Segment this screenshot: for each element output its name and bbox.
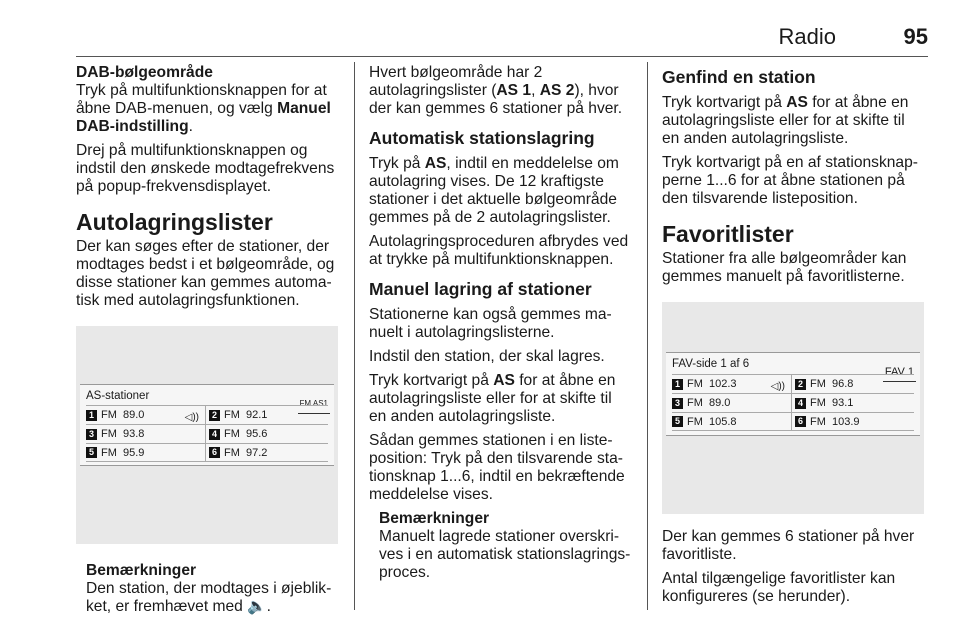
station-slot xyxy=(205,425,328,443)
paragraph: Tryk kortvarigt på en af stationsknapperne 1...6 for at åbne stationen på den tilsvarende listeposition. xyxy=(662,154,918,207)
frequency: 95.6 xyxy=(246,428,268,440)
slot-number: 5 xyxy=(672,416,683,427)
frequency: 102.3 xyxy=(709,378,737,390)
paragraph: Indstil den station, der skal lagres. xyxy=(369,348,605,365)
slot-number: 6 xyxy=(795,416,806,427)
text: Tryk på xyxy=(369,155,425,172)
slot-number: 4 xyxy=(209,429,220,440)
station-row xyxy=(86,405,328,424)
heading-recall: Genfind en station xyxy=(662,67,816,87)
band: FM xyxy=(810,415,826,428)
station-slot xyxy=(672,413,791,430)
as-stations-screen xyxy=(76,326,338,544)
fav-stations-screen xyxy=(662,302,924,514)
header-rule xyxy=(76,56,928,57)
paragraph: Sådan gemmes stationen i en listeposition: Tryk på den tilsvarende stationsknap 1...6, indtil en bekræftende meddelelse vises. xyxy=(369,432,625,503)
paragraph xyxy=(369,372,631,426)
slot-number: 2 xyxy=(795,379,806,390)
frequency: 93.1 xyxy=(832,397,854,409)
screen-tag: FAV 1 xyxy=(883,363,916,382)
band: FM xyxy=(224,446,240,459)
paragraph: Der kan gemmes 6 stationer på hver favoritliste. xyxy=(662,528,915,563)
as2-term: AS 2 xyxy=(539,82,575,99)
station-slot xyxy=(86,444,205,461)
band: FM xyxy=(810,378,826,390)
paragraph xyxy=(662,94,924,148)
section-title: Radio xyxy=(778,24,836,49)
frequency: 97.2 xyxy=(246,446,268,459)
screen-panel xyxy=(80,384,334,466)
note-text: Den station, der modtages i øjeblikket, er fremhævet med xyxy=(86,580,332,615)
paragraph: Stationer fra alle bølgeområder kan gemmes manuelt på favoritlisterne. xyxy=(662,250,907,285)
as1-term: AS 1 xyxy=(496,82,532,99)
paragraph: Antal tilgængelige favoritlister kan konfigureres (se herunder). xyxy=(662,570,896,605)
station-row xyxy=(672,412,914,431)
frequency: 92.1 xyxy=(246,409,268,421)
column-3 xyxy=(662,64,924,612)
speaker-icon: ◁)) xyxy=(184,412,199,423)
slot-number: 1 xyxy=(672,379,683,390)
station-slot xyxy=(86,406,205,424)
band: FM xyxy=(224,409,240,421)
text: for at åbne en autolagringsliste eller for at skifte til en anden autolagringsliste. xyxy=(369,372,616,425)
frequency: 105.8 xyxy=(709,415,737,428)
screen-tag: FM AS1 xyxy=(298,395,330,414)
screen-title: AS-stationer xyxy=(86,390,150,402)
column-divider xyxy=(354,62,355,610)
band: FM xyxy=(224,428,240,440)
note-label: Bemærkninger xyxy=(86,562,197,579)
text: . xyxy=(266,598,271,615)
station-slot xyxy=(205,406,328,424)
as-term: AS xyxy=(786,94,808,111)
speaker-icon: 🔈 xyxy=(247,598,267,615)
station-row xyxy=(672,393,914,412)
station-row xyxy=(86,443,328,462)
note xyxy=(379,510,631,582)
heading-manual: Manuel lagring af stationer xyxy=(369,279,592,299)
paragraph: Der kan søges efter de stationer, der modtages bedst i et bølgeområde, og disse stationer kan gemmes automatisk med autolagringsfunktionen. xyxy=(76,238,335,309)
paragraph xyxy=(369,155,631,227)
text: Tryk på multifunktionsknappen for at åbne DAB-menuen, og vælg xyxy=(76,82,327,117)
text: . xyxy=(188,118,193,135)
paragraph: Autolagringsproceduren afbrydes ved at trykke på multifunktionsknappen. xyxy=(369,233,629,268)
slot-number: 6 xyxy=(209,447,220,458)
text: , indtil en meddelelse om autolagring vises. De 12 kraftigste stationer i det aktuelle bølgeområde gemmes på de 2 autolagringslister. xyxy=(369,155,619,226)
band: FM xyxy=(687,415,703,428)
page-number: 95 xyxy=(903,24,928,49)
heading-dab: DAB-bølgeområde xyxy=(76,64,213,81)
paragraph xyxy=(76,82,338,136)
slot-number: 4 xyxy=(795,398,806,409)
frequency: 89.0 xyxy=(709,397,731,409)
station-row xyxy=(86,424,328,443)
slot-number: 2 xyxy=(209,410,220,421)
band: FM xyxy=(101,446,117,459)
station-slot xyxy=(86,425,205,443)
slot-number: 1 xyxy=(86,410,97,421)
text: , xyxy=(531,82,540,99)
station-slot xyxy=(205,444,328,461)
text: for at åbne en autolagringsliste eller for at skifte til en anden autolagringsliste. xyxy=(662,94,909,147)
text: ), hvor der kan gemmes 6 stationer på hver. xyxy=(369,82,623,117)
station-slot xyxy=(791,375,914,393)
station-slot xyxy=(791,394,914,412)
text: Tryk kortvarigt på xyxy=(662,94,787,111)
text: Hvert bølgeområde har 2 autolagringslister ( xyxy=(369,64,543,99)
frequency: 95.9 xyxy=(123,446,145,459)
band: FM xyxy=(101,428,117,440)
station-row xyxy=(672,374,914,393)
heading-autolists: Autolagringslister xyxy=(76,209,273,235)
frequency: 103.9 xyxy=(832,415,860,428)
slot-number: 3 xyxy=(672,398,683,409)
speaker-icon: ◁)) xyxy=(770,381,785,392)
note xyxy=(86,562,338,616)
as-term: AS xyxy=(424,155,447,172)
frequency: 96.8 xyxy=(832,378,854,390)
as-term: AS xyxy=(493,372,515,389)
band: FM xyxy=(810,397,826,409)
station-slot xyxy=(672,375,791,393)
paragraph: Stationerne kan også gemmes manuelt i autolagringslisterne. xyxy=(369,306,612,341)
paragraph: Drej på multifunktionsknappen og indstil den ønskede modtagefrekvens på popup-frekvensdisplayet. xyxy=(76,142,335,195)
band: FM xyxy=(687,397,703,409)
slot-number: 5 xyxy=(86,447,97,458)
station-slot xyxy=(672,394,791,412)
screen-panel xyxy=(666,352,920,436)
band: FM xyxy=(687,378,703,390)
station-grid xyxy=(86,405,328,462)
screen-title: FAV-side 1 af 6 xyxy=(672,358,750,370)
note-text: Manuelt lagrede stationer overskrives i en automatisk stationslagringsproces. xyxy=(379,528,631,581)
note-label: Bemærkninger xyxy=(379,510,490,527)
column-1 xyxy=(76,64,338,616)
station-slot xyxy=(791,413,914,430)
column-divider xyxy=(647,62,648,610)
frequency: 93.8 xyxy=(123,428,145,440)
frequency: 89.0 xyxy=(123,409,145,421)
station-grid xyxy=(672,374,914,431)
slot-number: 3 xyxy=(86,429,97,440)
column-2 xyxy=(369,64,631,582)
text: Tryk kortvarigt på xyxy=(369,372,494,389)
heading-favourites: Favoritlister xyxy=(662,221,794,247)
band: FM xyxy=(101,409,117,421)
menu-term: Manuel DAB-indstilling xyxy=(76,100,331,135)
paragraph xyxy=(369,64,631,118)
page-header xyxy=(76,24,928,52)
heading-auto-store: Automatisk stationslagring xyxy=(369,128,595,148)
